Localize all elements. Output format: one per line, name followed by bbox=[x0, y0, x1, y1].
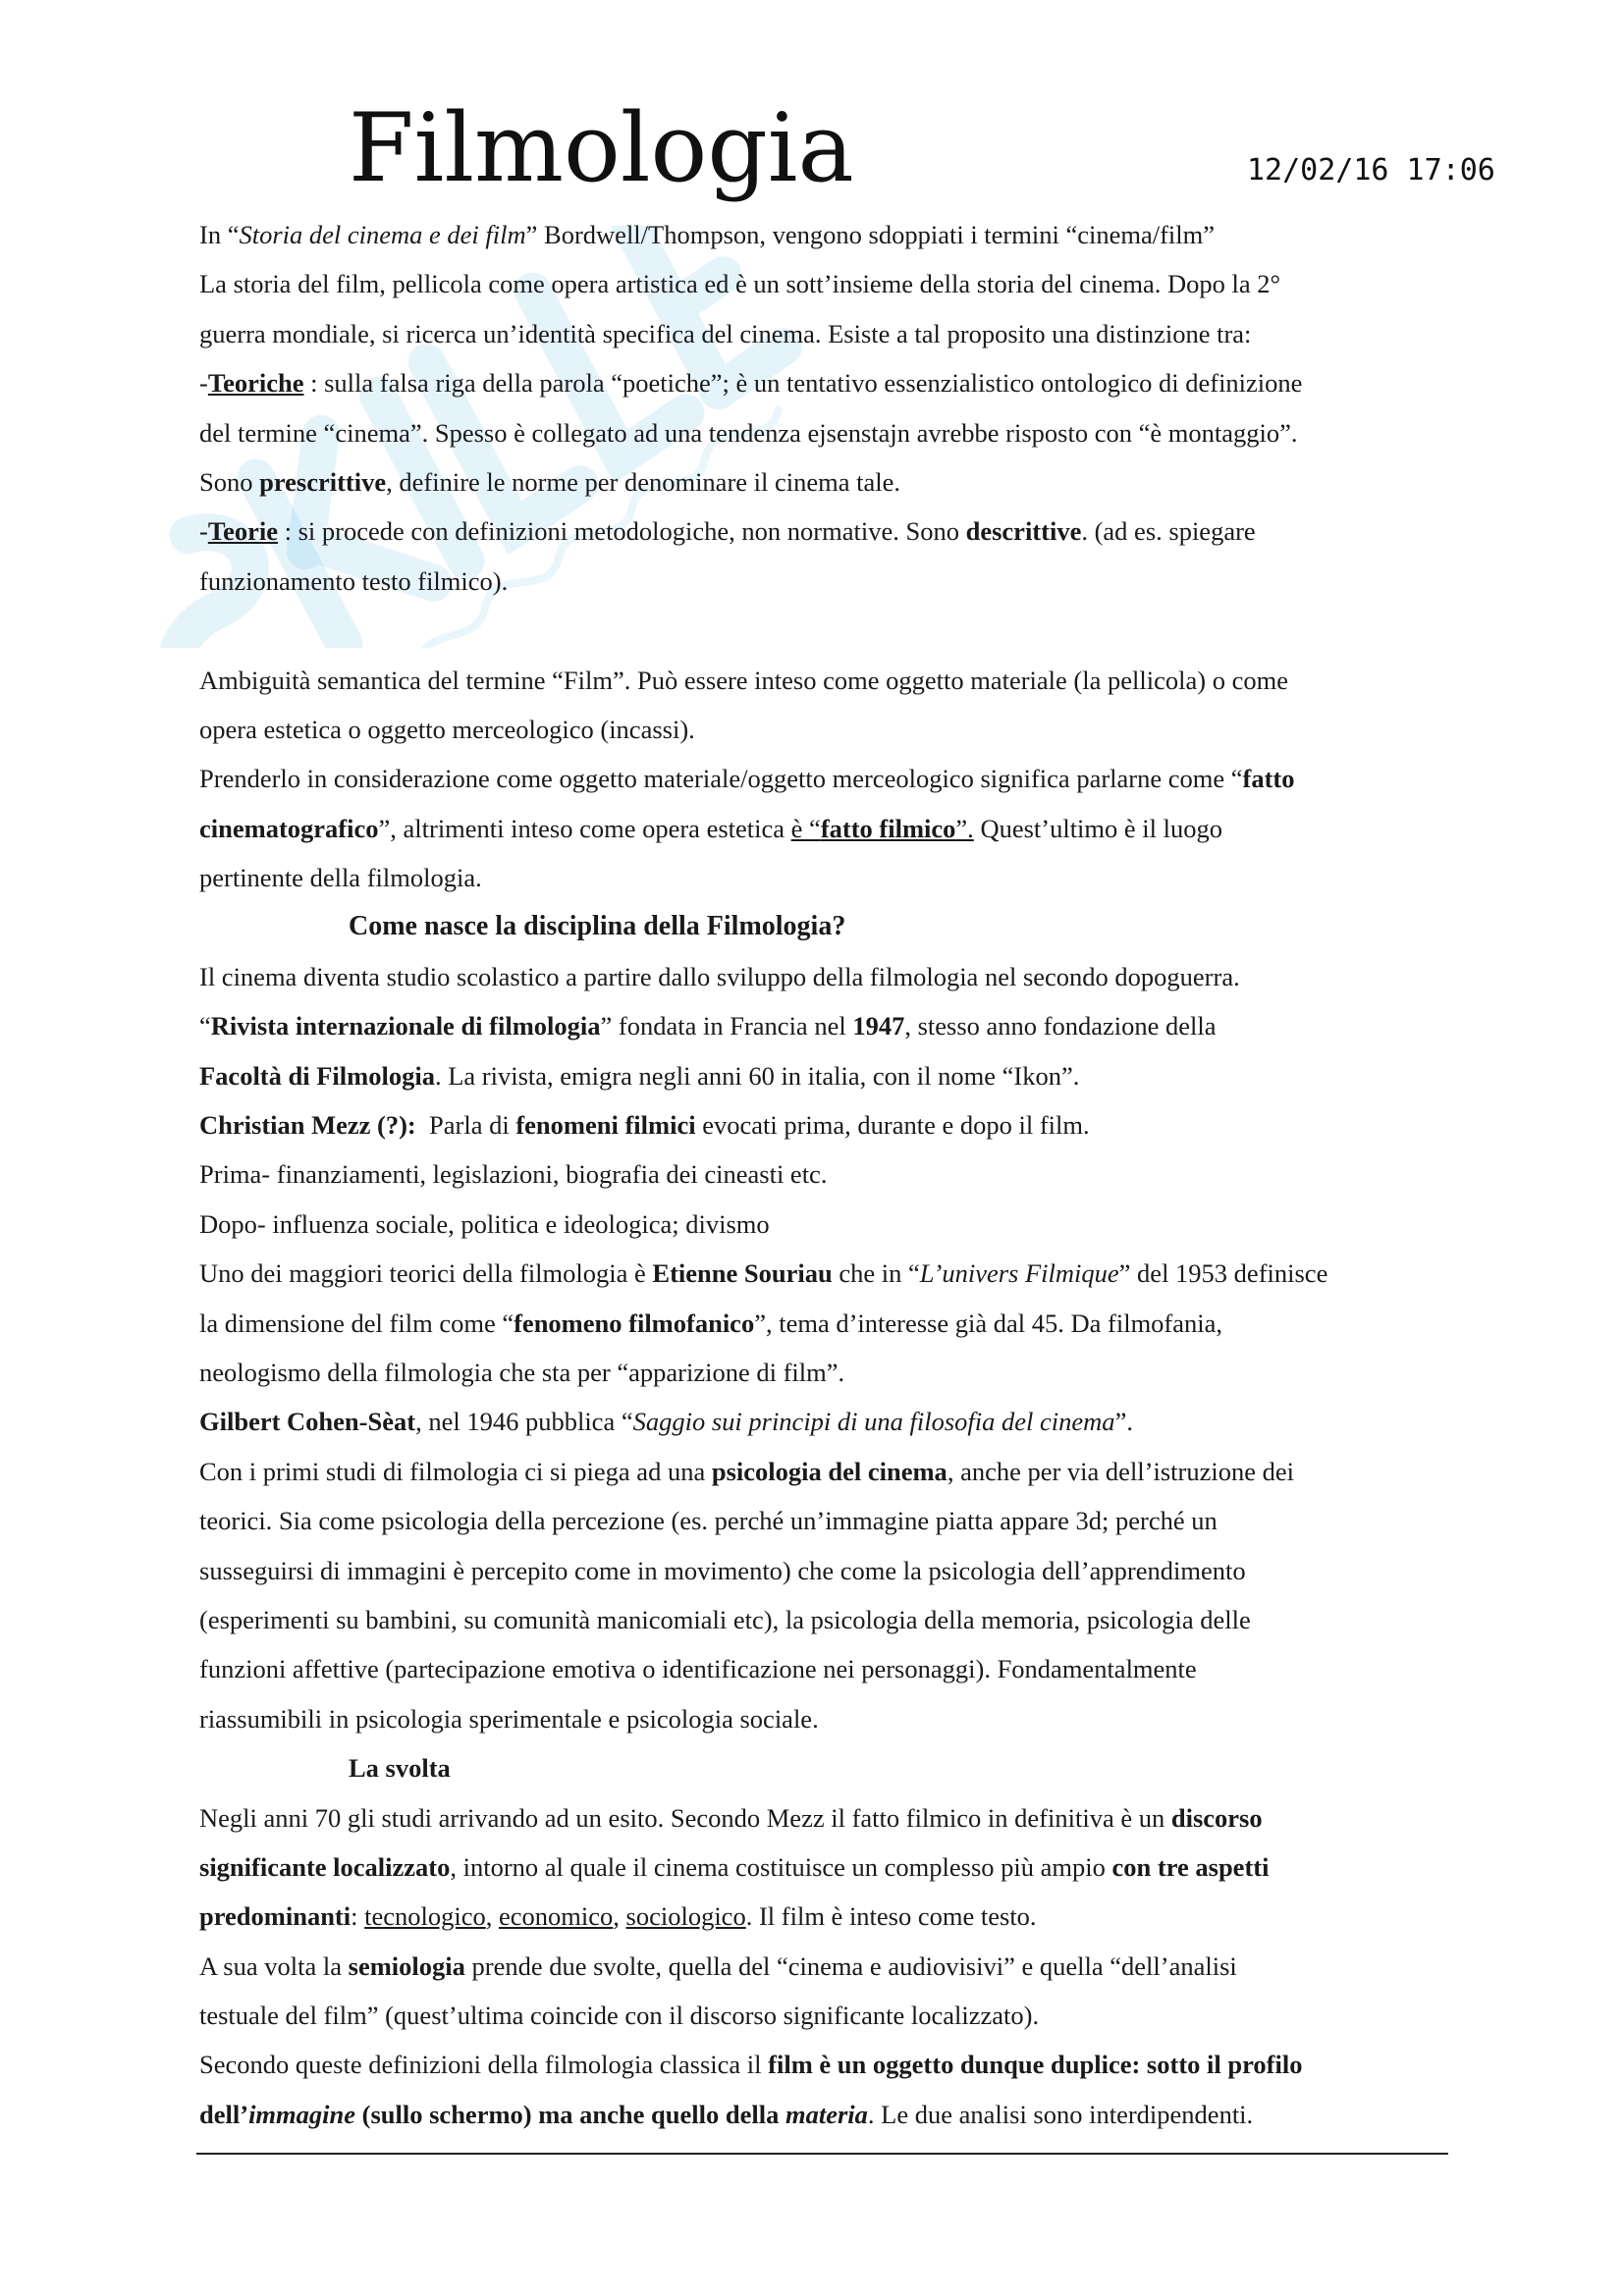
text-line: predominanti: tecnologico, economico, sociologico. Il film è inteso come testo. bbox=[199, 1901, 1037, 1932]
text-line: opera estetica o oggetto merceologico (incassi). bbox=[199, 714, 695, 744]
text-line: del termine “cinema”. Spesso è collegato ad una tendenza ejsenstajn avrebbe risposto con “è montaggio”. bbox=[199, 417, 1298, 448]
document-body bbox=[199, 210, 1446, 2139]
text-line: Il cinema diventa studio scolastico a partire dallo sviluppo della filmologia nel secondo dopoguerra. bbox=[199, 961, 1240, 991]
text-line: Con i primi studi di filmologia ci si piega ad una psicologia del cinema, anche per via dell’istruzione dei bbox=[199, 1456, 1294, 1486]
text-line: teorici. Sia come psicologia della percezione (es. perché un’immagine piatta appare 3d; perché un bbox=[199, 1506, 1218, 1536]
text-line: la dimensione del film come “fenomeno filmofanico”, tema d’interesse già dal 45. Da filmofania, bbox=[199, 1308, 1223, 1338]
text-line: Gilbert Cohen-Sèat, nel 1946 pubblica “Saggio sui principi di una filosofia del cinema”. bbox=[199, 1407, 1133, 1437]
text-line: neologismo della filmologia che sta per “apparizione di film”. bbox=[199, 1357, 845, 1387]
text-line: testuale del film” (quest’ultima coincide con il discorso significante localizzato). bbox=[199, 2001, 1040, 2031]
text-line: Facoltà di Filmologia. La rivista, emigra negli anni 60 in italia, con il nome “Ikon”. bbox=[199, 1060, 1080, 1091]
text-line: Secondo queste definizioni della filmologia classica il film è un oggetto dunque duplice: sotto il profilo bbox=[199, 2050, 1303, 2080]
text-line: In “Storia del cinema e dei film” Bordwell/Thompson, vengono sdoppiati i termini “cinema/film” bbox=[199, 220, 1216, 249]
text-line: cinematografico”, altrimenti inteso come opera estetica è “fatto filmico”. Quest’ultimo è il luogo bbox=[199, 813, 1223, 843]
text-line: Negli anni 70 gli studi arrivando ad un esito. Secondo Mezz il fatto filmico in definitiva è un discorso bbox=[199, 1802, 1263, 1833]
text-line: Sono prescrittive, definire le norme per denominare il cinema tale. bbox=[199, 466, 901, 497]
text-line: A sua volta la semiologia prende due svolte, quella del “cinema e audiovisivi” e quella “dell’analisi bbox=[199, 1950, 1237, 1981]
text-line: “Rivista internazionale di filmologia” fondata in Francia nel 1947, stesso anno fondazione della bbox=[199, 1011, 1217, 1041]
bottom-divider bbox=[196, 2153, 1448, 2155]
blank-line bbox=[199, 606, 1446, 655]
text-line: Ambiguità semantica del termine “Film”. Può essere inteso come oggetto materiale (la pellicola) o come bbox=[199, 665, 1288, 695]
section-heading: La svolta bbox=[349, 1753, 451, 1784]
page-title: Filmologia bbox=[349, 93, 854, 203]
text-line: Dopo- influenza sociale, politica e ideologica; divismo bbox=[199, 1208, 770, 1239]
text-line: -Teorie : si procede con definizioni metodologiche, non normative. Sono descrittive. (ad es. spiegare bbox=[199, 516, 1256, 547]
text-line: (esperimenti su bambini, su comunità manicomiali etc), la psicologia della memoria, psicologia delle bbox=[199, 1604, 1251, 1634]
text-line: dell’immagine (sullo schermo) ma anche quello della materia. Le due analisi sono interdipendenti. bbox=[199, 2099, 1254, 2129]
text-line: susseguirsi di immagini è percepito come in movimento) che come la psicologia dell’apprendimento bbox=[199, 1555, 1246, 1585]
text-line: La storia del film, pellicola come opera artistica ed è un sott’insieme della storia del cinema. Dopo la 2° bbox=[199, 269, 1281, 299]
section-heading: Come nasce la disciplina della Filmologia? bbox=[349, 911, 846, 942]
text-line: funzionamento testo filmico). bbox=[199, 565, 509, 596]
text-line: significante localizzato, intorno al quale il cinema costituisce un complesso più ampio con tre aspetti bbox=[199, 1851, 1270, 1882]
timestamp: 12/02/16 17:06 bbox=[1247, 153, 1495, 187]
text-line: Prima- finanziamenti, legislazioni, biografia dei cineasti etc. bbox=[199, 1159, 828, 1190]
text-line: Christian Mezz (?): Parla di fenomeni filmici evocati prima, durante e dopo il film. bbox=[199, 1110, 1090, 1141]
text-line: -Teoriche : sulla falsa riga della parola “poetiche”; è un tentativo essenzialistico ontologico di definizione bbox=[199, 368, 1303, 399]
text-line: pertinente della filmologia. bbox=[199, 863, 482, 893]
text-line: Uno dei maggiori teorici della filmologia è Etienne Souriau che in “L’univers Filmique” del 1953 definisce bbox=[199, 1258, 1328, 1289]
text-line: funzioni affettive (partecipazione emotiva o identificazione nei personaggi). Fondamentalmente bbox=[199, 1654, 1197, 1684]
text-line: riassumibili in psicologia sperimentale e psicologia sociale. bbox=[199, 1703, 819, 1734]
text-line: Prenderlo in considerazione come oggetto materiale/oggetto merceologico significa parlarne come “fatto bbox=[199, 764, 1295, 794]
text-line: guerra mondiale, si ricerca un’identità specifica del cinema. Esiste a tal proposito una distinzione tra: bbox=[199, 318, 1252, 348]
